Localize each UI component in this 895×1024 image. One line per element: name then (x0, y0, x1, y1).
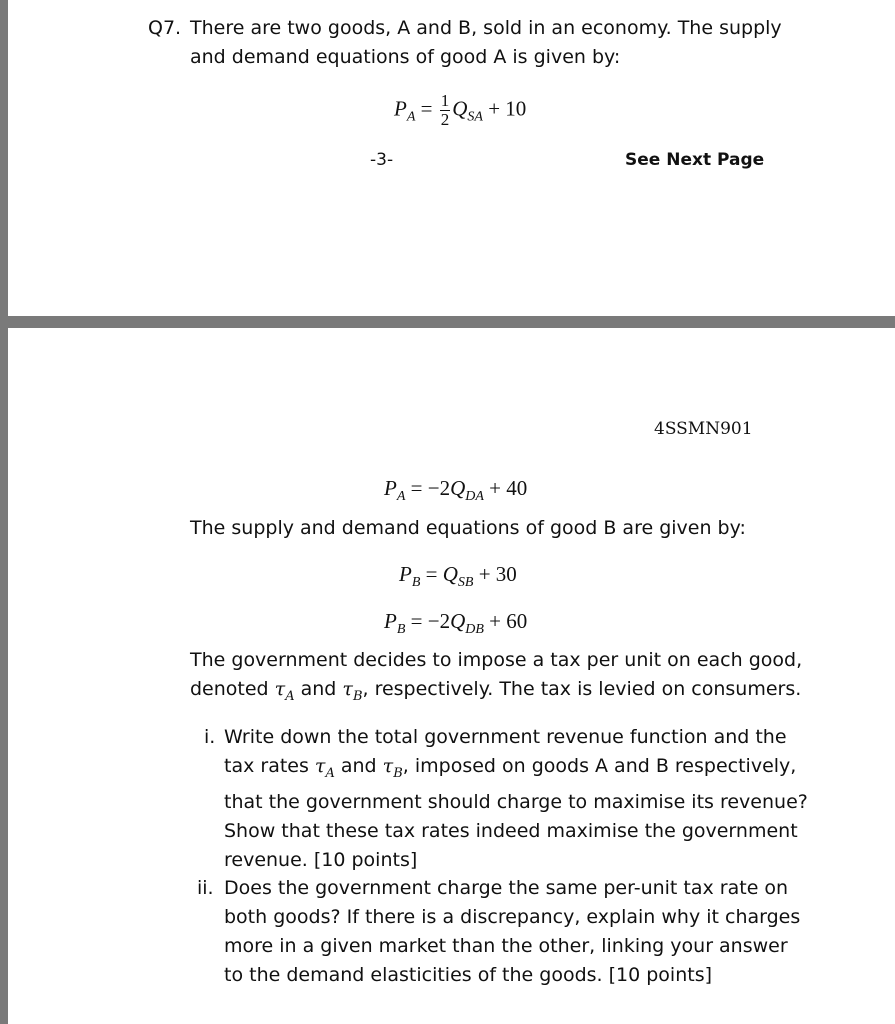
equation-demand-b: $P_B = -2Q_{DB} + 60$ (384, 609, 528, 637)
course-code: 4SSMN901 (654, 419, 753, 439)
item-i-label: i. (204, 726, 216, 748)
item-i-text: Write down the total government revenue function and the tax rates $\tau_A$ and $\tau_B$, imposed on goods A and B respectively, that the government should charge to maximise its revenue? Show that these tax rates indeed maximise the government revenue. [10 points] (224, 726, 808, 871)
item-ii-label: ii. (197, 877, 214, 899)
page-number: -3- (370, 150, 394, 170)
equation-demand-a: $P_A = -2Q_{DA} + 40$ (384, 476, 528, 504)
see-next-page: See Next Page (625, 150, 765, 170)
question-intro-line-2: and demand equations of good A is given by: (190, 46, 621, 68)
equation-supply-b: $P_B = Q_{SB} + 30$ (399, 562, 517, 590)
good-b-intro: The supply and demand equations of good B are given by: (190, 517, 746, 539)
tax-paragraph-line-1: The government decides to impose a tax per unit on each good, (190, 649, 803, 671)
question-number: Q7. (148, 17, 182, 39)
tax-paragraph-line-2: denoted $\tau_A$ and $\tau_B$, respectively. The tax is levied on consumers. (190, 678, 802, 704)
item-ii-text: Does the government charge the same per-unit tax rate on both goods? If there is a discrepancy, explain why it charges more in a given market than the other, linking your answer to the demand elasticities of the goods. [10 points] (224, 877, 801, 986)
page-bottom (8, 328, 895, 1024)
page-top (8, 0, 895, 316)
equation-supply-a: $P_A$ = $\frac{1}{2}$ $Q_{SA} + 10$ (394, 91, 527, 129)
question-intro-line-1: There are two goods, A and B, sold in an economy. The supply (190, 17, 782, 39)
fraction-one-half: $\frac{1}{2}$ (440, 91, 450, 129)
